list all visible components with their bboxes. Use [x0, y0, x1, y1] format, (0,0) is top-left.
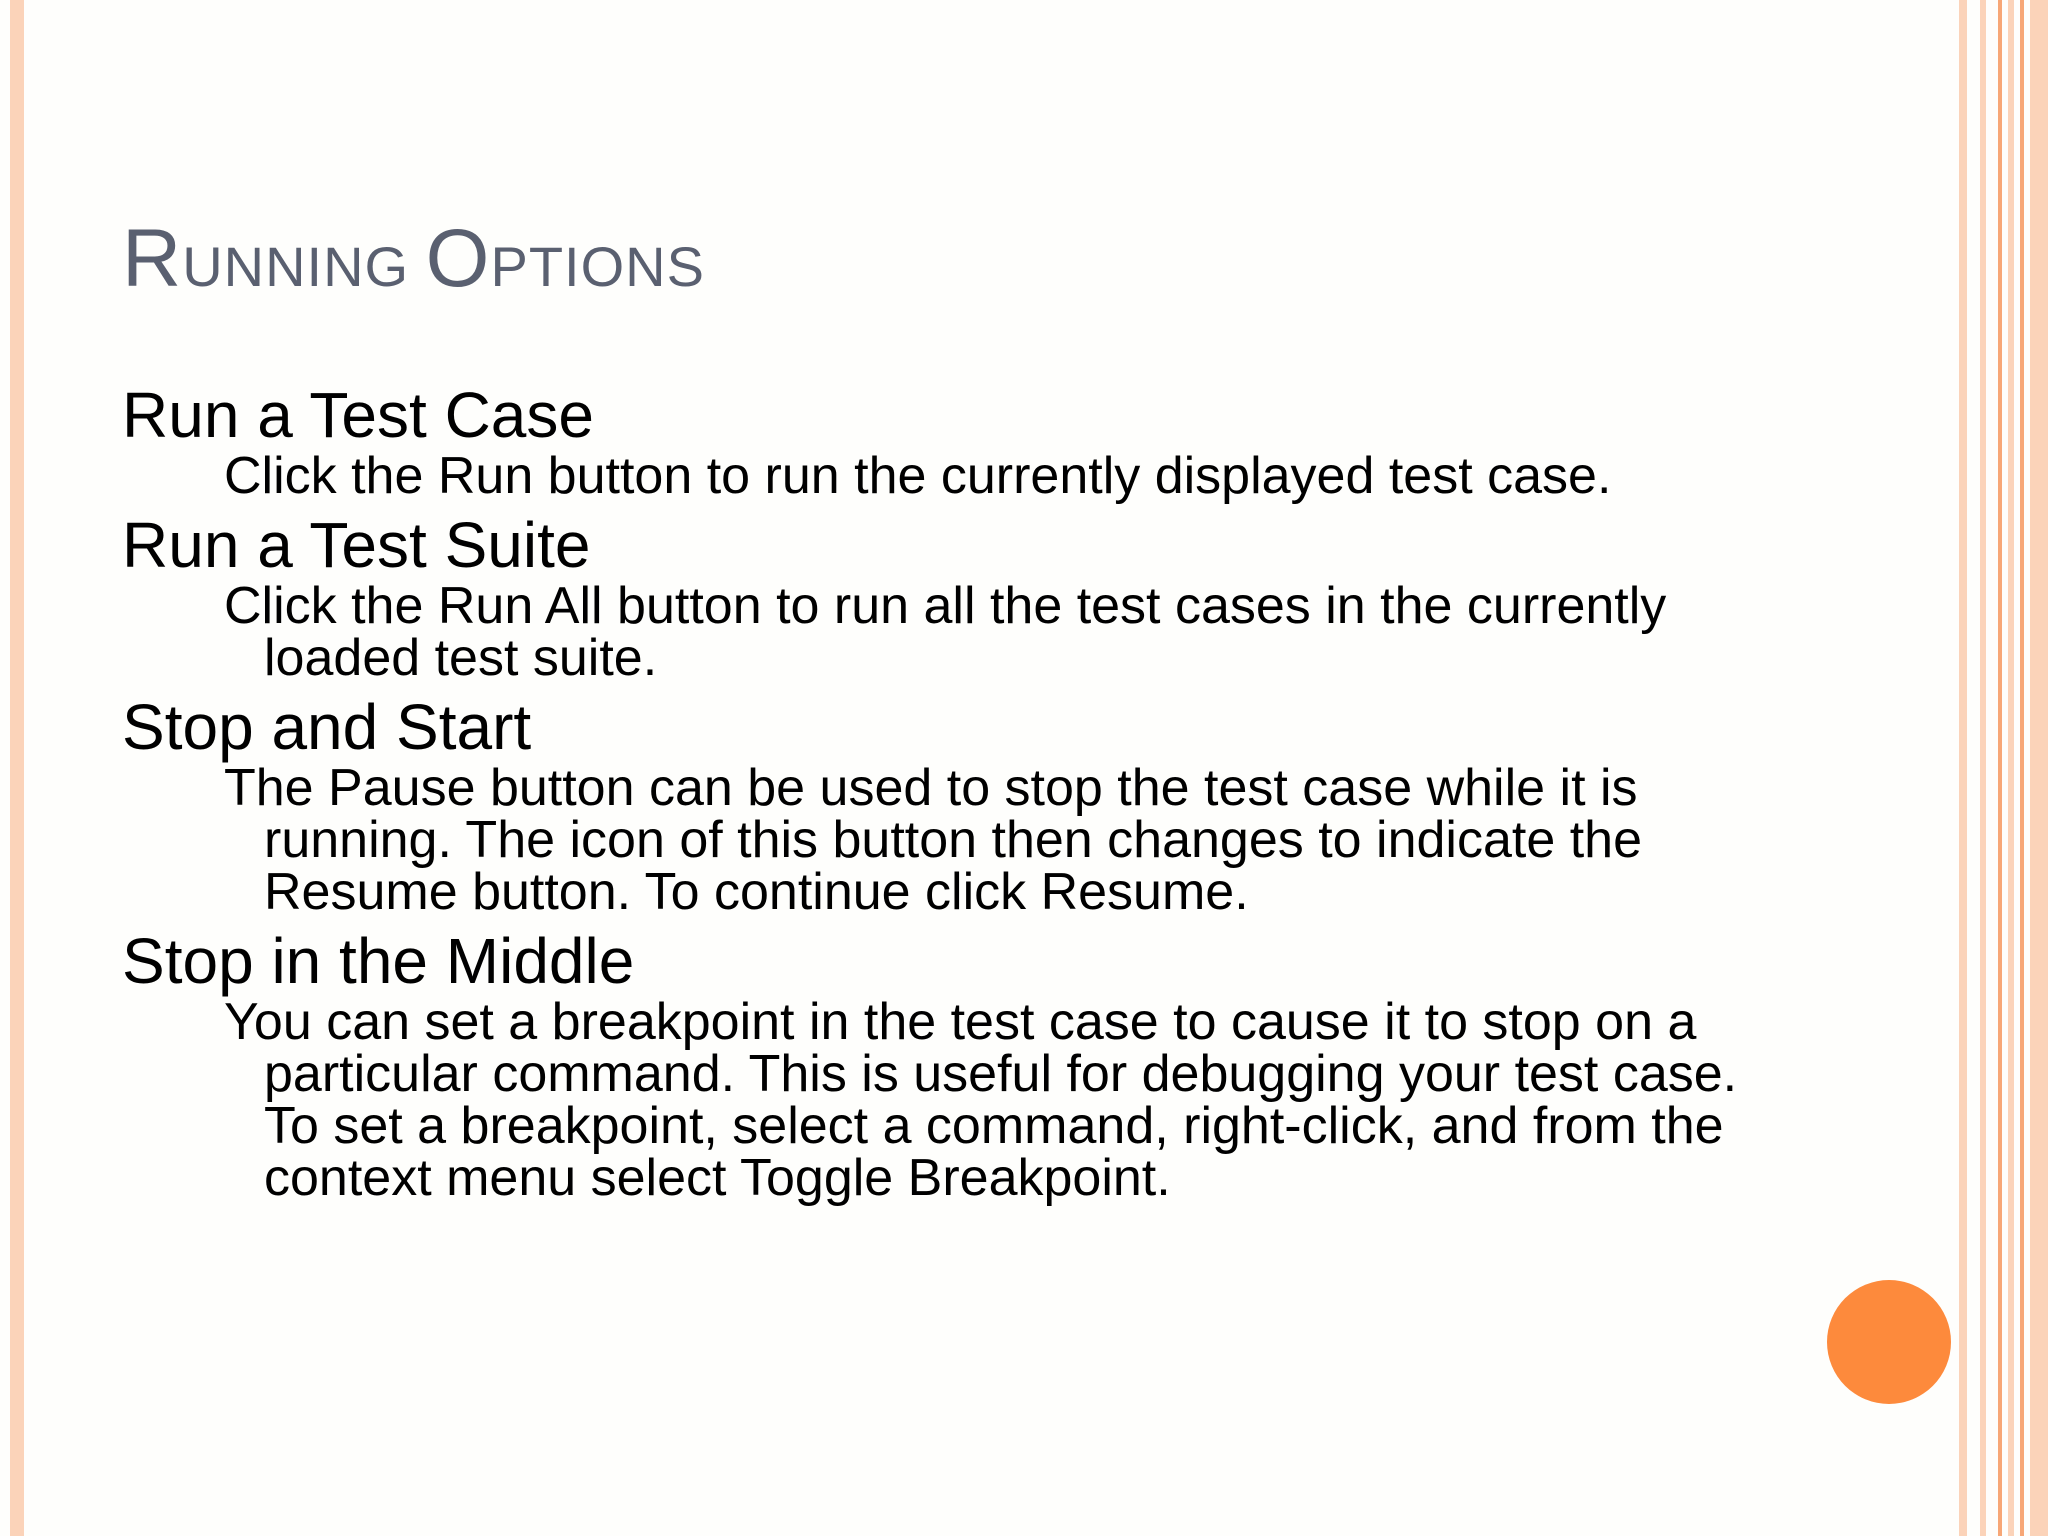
- item-description: You can set a breakpoint in the test case to cause it to stop on a particular command. This is useful for debugging your test case. To set a breakpoint, select a command, right-click, and from the context menu select Toggle Breakpoint.: [224, 993, 1738, 1207]
- right-decorative-stripe: [1959, 0, 1967, 1536]
- item-description: Click the Run All button to run all the test cases in the currently loaded test suite.: [224, 577, 1667, 687]
- accent-circle: [1827, 1280, 1951, 1404]
- item-heading: Run a Test Case: [122, 379, 594, 451]
- right-decorative-stripe: [2020, 0, 2024, 1536]
- item-heading: Stop and Start: [122, 691, 532, 763]
- title-initial: R: [122, 213, 183, 304]
- title-text: UNNING: [182, 235, 426, 298]
- bullet-list: [122, 380, 1772, 1212]
- list-item: [122, 691, 1772, 921]
- right-decorative-stripe: [2030, 0, 2048, 1536]
- list-item: [122, 509, 1772, 687]
- list-item: [122, 379, 1772, 505]
- title-initial: O: [425, 213, 491, 304]
- right-decorative-stripe: [2008, 0, 2014, 1536]
- item-description: Click the Run button to run the currently displayed test case.: [224, 447, 1612, 505]
- right-decorative-stripe: [1998, 0, 2002, 1536]
- title-text: PTIONS: [490, 235, 705, 298]
- item-heading: Run a Test Suite: [122, 509, 591, 581]
- slide-title: [122, 212, 705, 306]
- item-description: The Pause button can be used to stop the test case while it is running. The icon of this button then changes to indicate the Resume button. To continue click Resume.: [224, 759, 1642, 921]
- right-decorative-stripe: [1980, 0, 1986, 1536]
- left-decorative-band: [10, 0, 24, 1536]
- item-heading: Stop in the Middle: [122, 925, 635, 997]
- list-item: [122, 925, 1772, 1207]
